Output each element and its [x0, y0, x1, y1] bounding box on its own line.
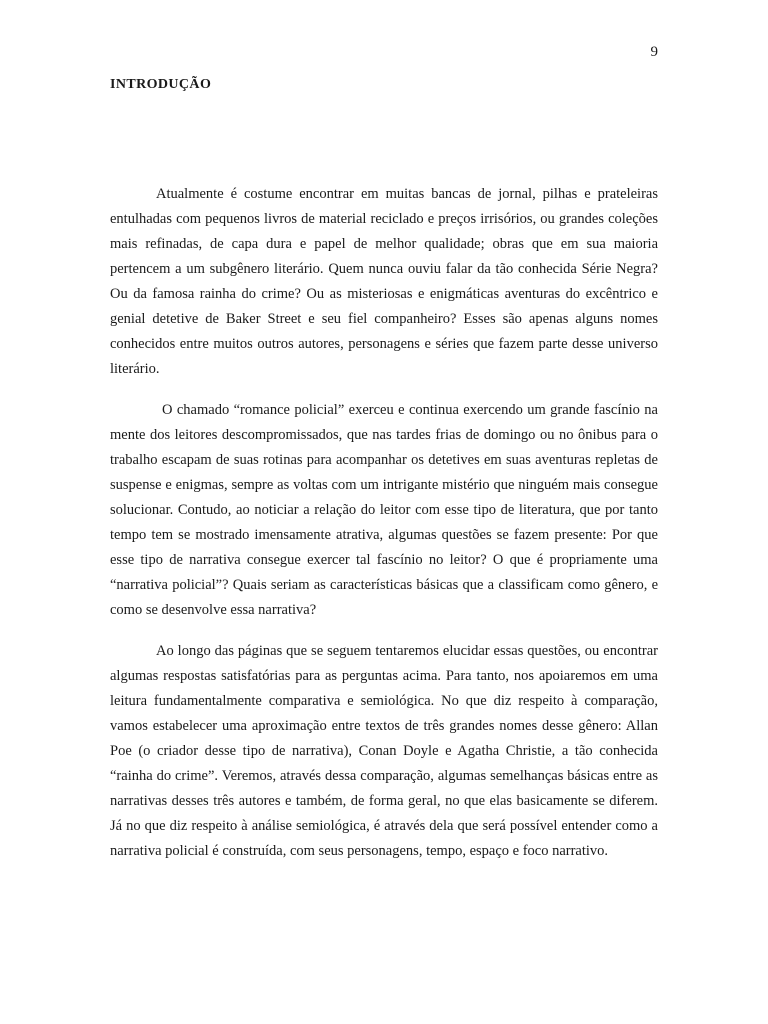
body-text: [110, 182, 658, 880]
paragraph: Atualmente é costume encontrar em muitas bancas de jornal, pilhas e prateleiras entulhadas com pequenos livros de material reciclado e preços irrisórios, ou grandes coleções mais refinadas, de capa dura e papel de melhor qualidade; obras que em sua maioria pertencem a um subgênero literário. Quem nunca ouviu falar da tão conhecida Série Negra? Ou da famosa rainha do crime? Ou as misteriosas e enigmáticas aventuras do excêntrico e genial detetive de Baker Street e seu fiel companheiro? Esses são apenas alguns nomes conhecidos entre muitos outros autores, personagens e séries que fazem parte desse universo literário.: [110, 186, 658, 377]
section-heading: INTRODUÇÃO: [110, 77, 212, 92]
paragraph: O chamado “romance policial” exerceu e continua exercendo um grande fascínio na mente dos leitores descompromissados, que nas tardes frias de domingo ou no ônibus para o trabalho escapam de suas rotinas para acompanhar os detetives em suas aventuras repletas de suspense e enigmas, sempre as voltas com um intrigante mistério que ninguém mais consegue solucionar. Contudo, ao noticiar a relação do leitor com esse tipo de literatura, que por tanto tempo tem se mostrado imensamente atrativa, algumas questões se fazem presente: Por que esse tipo de narrativa consegue exercer tal fascínio no leitor? O que é propriamente uma “narrativa policial”? Quais seriam as características básicas que a classificam como gênero, e como se desenvolve essa narrativa?: [110, 402, 658, 618]
paragraph: Ao longo das páginas que se seguem tentaremos elucidar essas questões, ou encontrar algumas respostas satisfatórias para as perguntas acima. Para tanto, nos apoiaremos em uma leitura fundamentalmente comparativa e semiológica. No que diz respeito à comparação, vamos estabelecer uma aproximação entre textos de três grandes nomes desse gênero: Allan Poe (o criador desse tipo de narrativa), Conan Doyle e Agatha Christie, a tão conhecida “rainha do crime”. Veremos, através dessa comparação, algumas semelhanças básicas entre as narrativas desses três autores e também, de forma geral, no que elas basicamente se diferem. Já no que diz respeito à análise semiológica, é através dela que será possível entender como a narrativa policial é construída, com seus personagens, tempo, espaço e foco narrativo.: [110, 643, 658, 859]
page-number: 9: [650, 44, 658, 60]
